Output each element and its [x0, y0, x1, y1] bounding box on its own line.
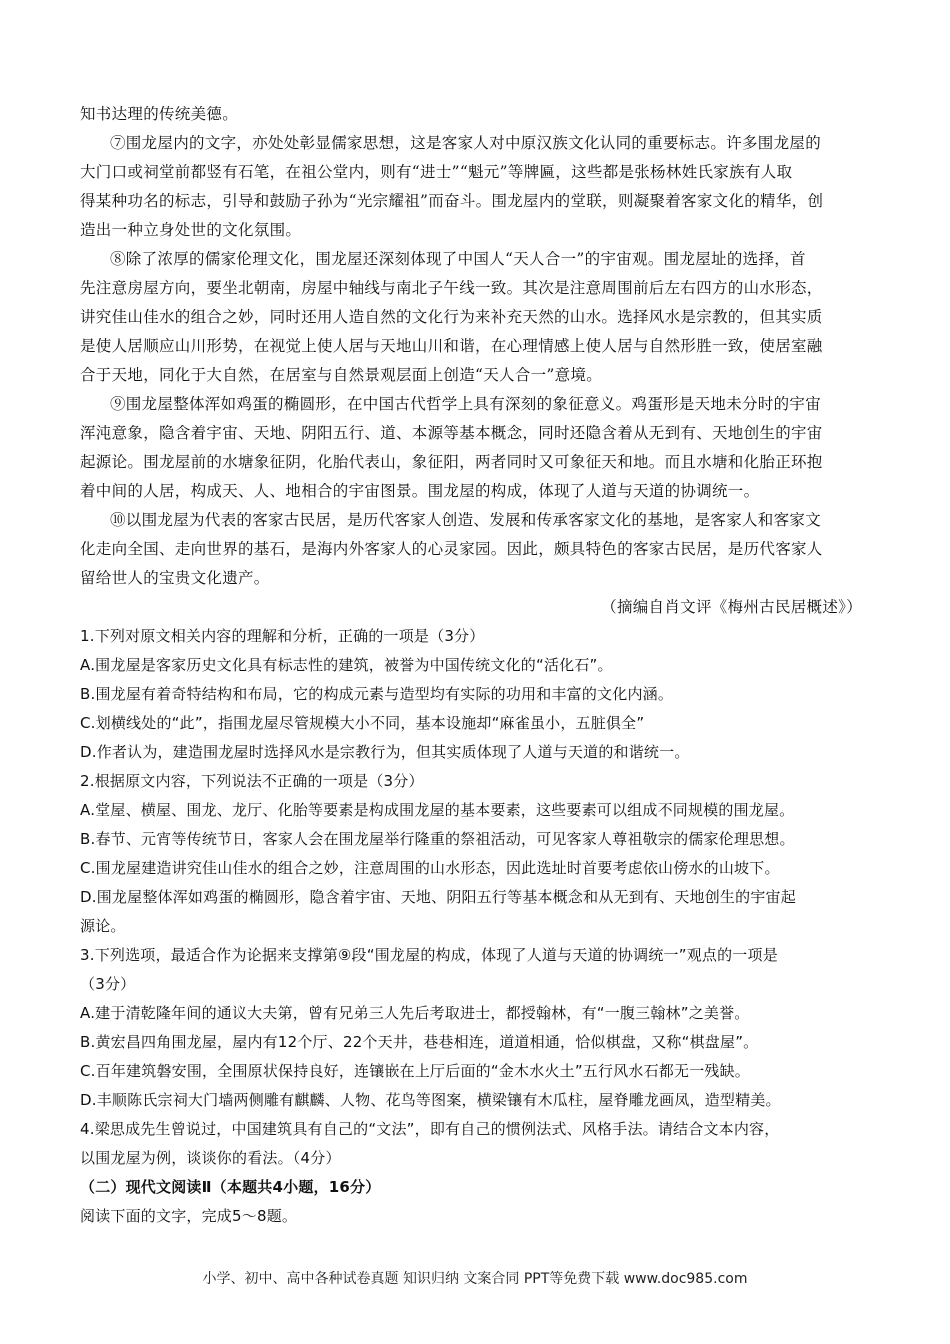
section-heading: （二）现代文阅读Ⅱ（本题共4小题，16分）: [80, 1178, 381, 1196]
option-3a: A.建于清乾隆年间的通议大夫第，曾有兄弟三人先后考取进士，都授翰林，有“一腹三翰林”之美誉。: [80, 1004, 750, 1022]
option-1c: C.划横线处的“此”，指围龙屋尽管规模大小不同，基本设施却“麻雀虽小，五脏俱全”: [80, 714, 645, 732]
question-1-stem: 1.下列对原文相关内容的理解和分析，正确的一项是（3分）: [80, 627, 485, 645]
text-line: 大门口或祠堂前都竖有石笔，在祖公堂内，则有“进士”“魁元”等牌匾，这些都是张杨林姓氏家族有人取: [80, 163, 793, 181]
question-4-stem-cont: 以围龙屋为例，谈谈你的看法。（4分）: [80, 1149, 341, 1167]
question-3-stem: 3.下列选项，最适合作为论据来支撑第⑨段“围龙屋的构成，体现了人道与天道的协调统一”观点的一项是: [80, 946, 778, 964]
text-line: ⑧除了浓厚的儒家伦理文化，围龙屋还深刻体现了中国人“天人合一”的宇宙观。围龙屋址的选择，首: [110, 250, 806, 268]
reading-instruction: 阅读下面的文字，完成5～8题。: [80, 1207, 298, 1225]
text-line: 讲究佳山佳水的组合之妙，同时还用人造自然的文化行为来补充天然的山水。选择风水是宗教的，但其实质: [80, 308, 823, 326]
page-footer: 小学、初中、高中各种试卷真题 知识归纳 文案合同 PPT等免费下载 www.doc985.com: [202, 1271, 748, 1287]
text-line: ⑩以围龙屋为代表的客家古民居，是历代客家人创造、发展和传承客家文化的基地，是客家人和客家文: [110, 511, 822, 529]
option-3d: D.丰顺陈氏宗祠大门墙两侧雕有麒麟、人物、花鸟等图案，横梁镶有木瓜柱，屋脊雕龙画凤，造型精美。: [80, 1091, 781, 1109]
text-line: 知书达理的传统美德。: [80, 105, 239, 123]
option-1a: A.围龙屋是客家历史文化具有标志性的建筑，被誉为中国传统文化的“活化石”。: [80, 656, 613, 674]
paragraph-8: [80, 245, 870, 390]
paragraph-10: [80, 506, 870, 593]
option-2a: A.堂屋、横屋、围龙、龙厅、化胎等要素是构成围龙屋的基本要素，这些要素可以组成不同规模的围龙屋。: [80, 801, 795, 819]
text-line: 造出一种立身处世的文化氛围。: [80, 221, 302, 239]
option-2b: B.春节、元宵等传统节日，客家人会在围龙屋举行隆重的祭祖活动，可见客家人尊祖敬宗的儒家伦理思想。: [80, 830, 795, 848]
question-2-stem: 2.根据原文内容，下列说法不正确的一项是（3分）: [80, 772, 424, 790]
option-2d-cont: 源论。: [80, 917, 126, 935]
paragraph-7: [80, 129, 870, 245]
text-line: 化走向全国、走向世界的基石，是海内外客家人的心灵家园。因此，颇具特色的客家古民居，是历代客家人: [80, 540, 823, 558]
text-line: 着中间的人居，构成天、人、地相合的宇宙图景。围龙屋的构成，体现了人道与天道的协调统一。: [80, 482, 760, 500]
paragraph-9: [80, 390, 870, 506]
text-line: 浑沌意象，隐含着宇宙、天地、阴阳五行、道、本源等基本概念，同时还隐含着从无到有、天地创生的宇宙: [80, 424, 823, 442]
option-2d: D.围龙屋整体浑如鸡蛋的椭圆形，隐含着宇宙、天地、阴阳五行等基本概念和从无到有、天地创生的宇宙起: [80, 888, 796, 906]
option-1d: D.作者认为，建造围龙屋时选择风水是宗教行为，但其实质体现了人道与天道的和谐统一。: [80, 743, 690, 761]
question-4-stem: 4.梁思成先生曾说过，中国建筑具有自己的“文法”，即有自己的惯例法式、风格手法。请结合文本内容，: [80, 1120, 780, 1138]
text-line: 先注意房屋方向，要坐北朝南，房屋中轴线与南北子午线一致。其次是注意周围前后左右四方的山水形态，: [80, 279, 823, 297]
text-line: ⑨围龙屋整体浑如鸡蛋的椭圆形，在中国古代哲学上具有深刻的象征意义。鸡蛋形是天地未分时的宇宙: [110, 395, 822, 413]
document-body: [80, 100, 870, 1231]
question-3-stem-cont: （3分）: [80, 975, 136, 993]
option-1b: B.围龙屋有着奇特结构和布局，它的构成元素与造型均有实际的功用和丰富的文化内涵。: [80, 685, 674, 703]
option-3b: B.黄宏昌四角围龙屋，屋内有12个厅、22个天井，巷巷相连，道道相通，恰似棋盘，又称“棋盘屋”。: [80, 1033, 759, 1051]
option-3c: C.百年建筑磐安围，全围原状保持良好，连镶嵌在上厅后面的“金木水火土”五行风水石都无一残缺。: [80, 1062, 750, 1080]
question-list: [80, 622, 870, 1173]
text-line: 是使人居顺应山川形势，在视觉上使人居与天地山川和谐，在心理情感上使人居与自然形胜一致，使居室融: [80, 337, 823, 355]
option-2c: C.围龙屋建造讲究佳山佳水的组合之妙，注意周围的山水形态，因此选址时首要考虑依山傍水的山坡下。: [80, 859, 780, 877]
text-line: 起源论。围龙屋前的水塘象征阴，化胎代表山，象征阳，两者同时又可象征天和地。而且水塘和化胎正环抱: [80, 453, 823, 471]
text-line: 留给世人的宝贵文化遗产。: [80, 569, 270, 587]
source-citation: （摘编自肖文评《梅州古民居概述》）: [601, 598, 862, 616]
text-line: 合于天地，同化于大自然，在居室与自然景观层面上创造“天人合一”意境。: [80, 366, 603, 384]
text-line: 得某种功名的标志，引导和鼓励子孙为“光宗耀祖”而奋斗。围龙屋内的堂联，则凝聚着客家文化的精华，创: [80, 192, 824, 210]
text-line: ⑦围龙屋内的文字，亦处处彰显儒家思想，这是客家人对中原汉族文化认同的重要标志。许多围龙屋的: [110, 134, 822, 152]
